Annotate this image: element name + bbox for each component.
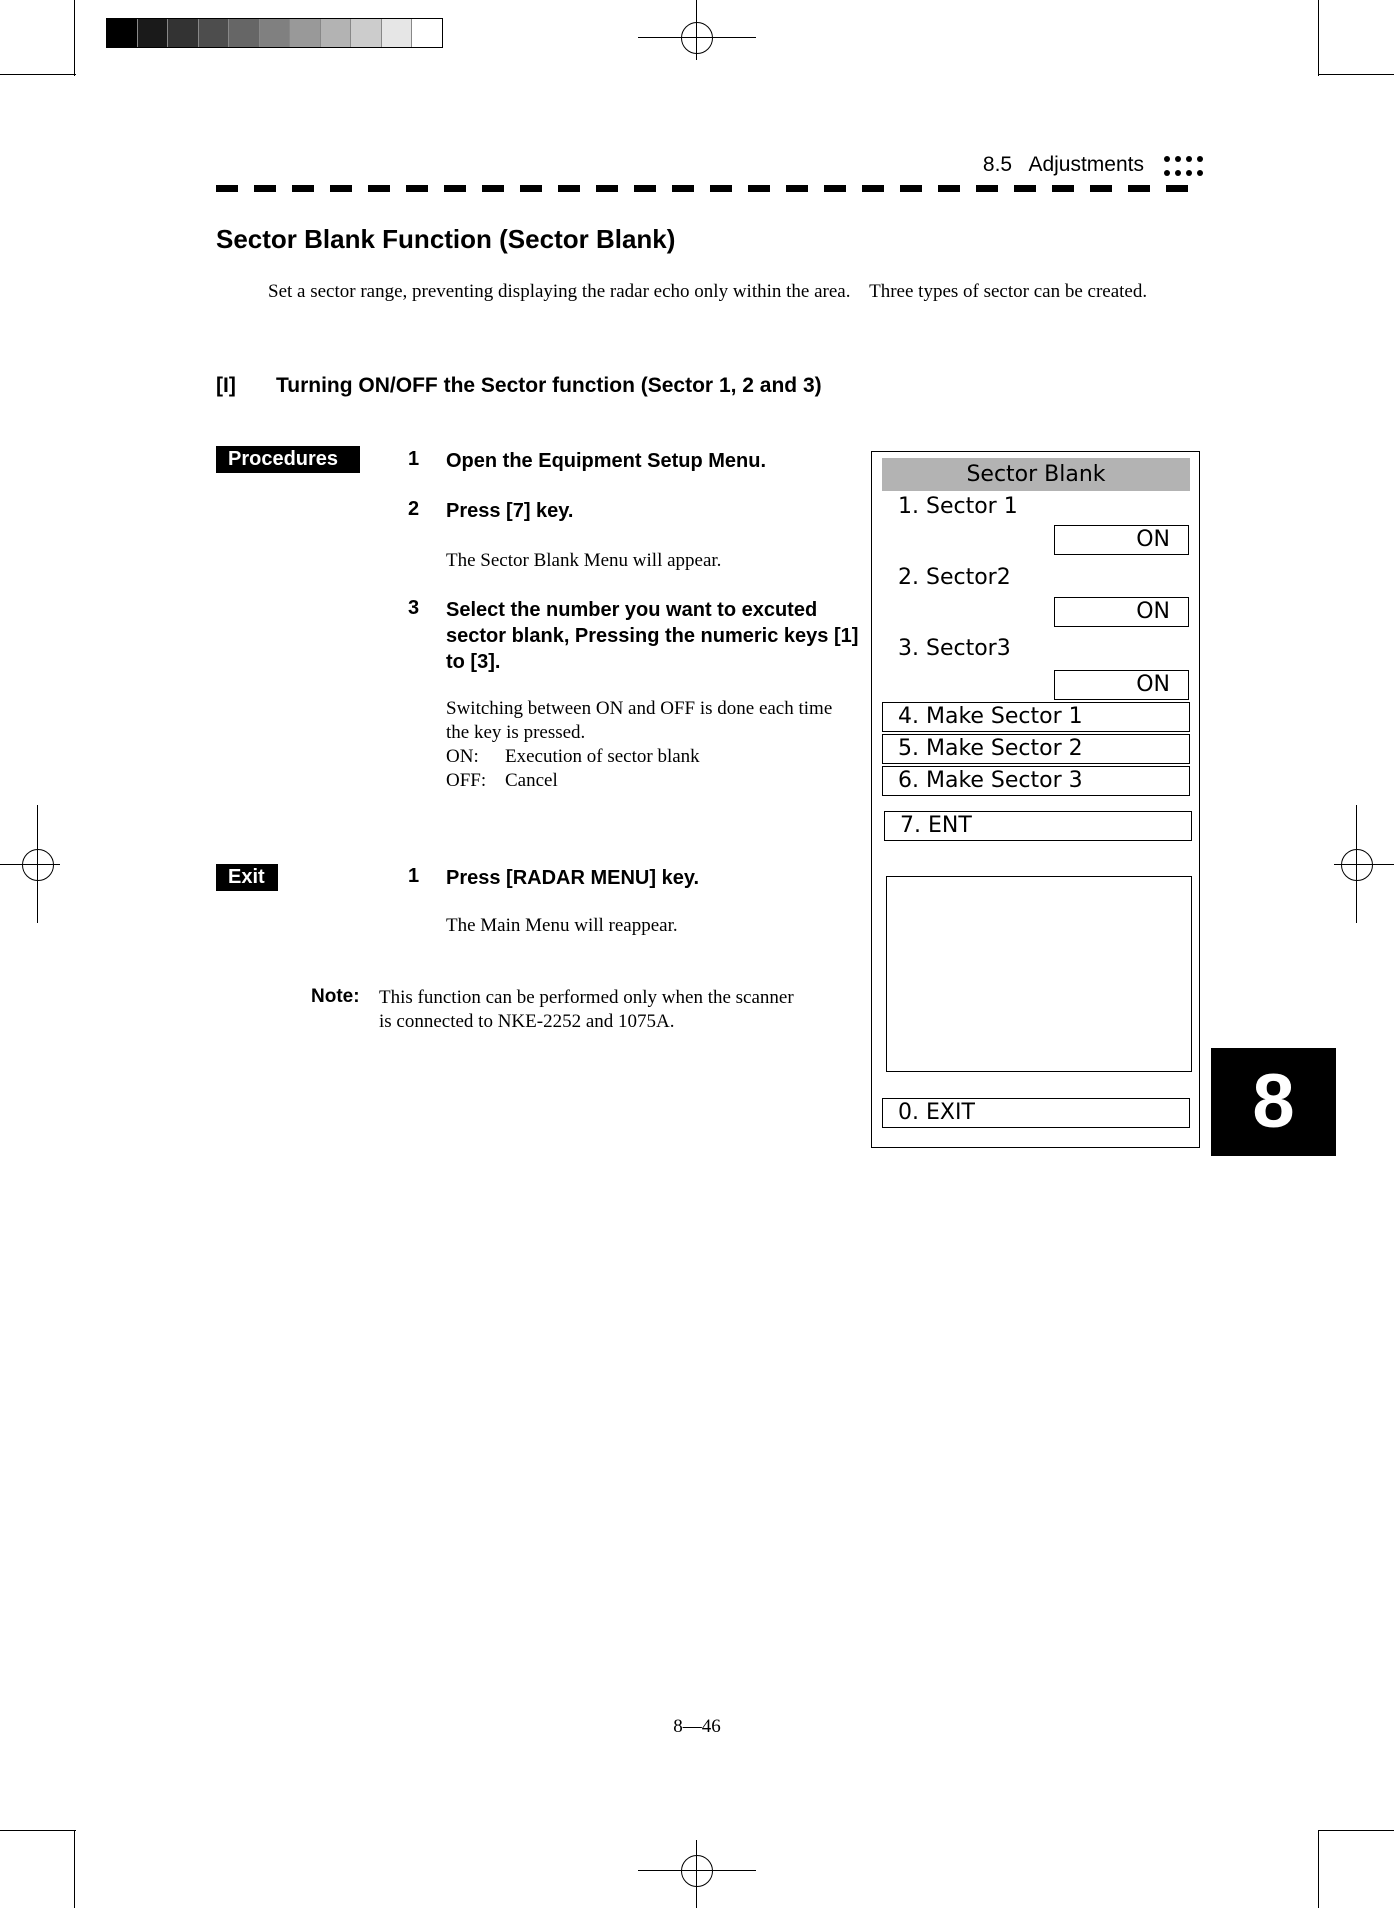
subheading-text: Turning ON/OFF the Sector function (Sector 1, 2 and 3) [276, 374, 822, 397]
section-header: 8.5 Adjustments [982, 153, 1144, 176]
make-sector-1-button[interactable]: 4. Make Sector 1 [882, 702, 1190, 732]
color-swatch [107, 19, 137, 47]
dots-ornament-icon [1162, 154, 1204, 180]
make-sector-3-button[interactable]: 6. Make Sector 3 [882, 766, 1190, 796]
intro-paragraph: Set a sector range, preventing displaying the radar echo only within the area. Three types of sector can be created. [268, 281, 1148, 302]
color-swatch [137, 19, 168, 47]
menu-item-sector-3[interactable]: 3. Sector3 [898, 636, 1011, 661]
color-swatch [411, 19, 442, 47]
off-label: OFF: [446, 770, 487, 791]
chapter-tab: 8 [1211, 1048, 1336, 1156]
make-sector-2-button[interactable]: 5. Make Sector 2 [882, 734, 1190, 764]
menu-item-sector-2[interactable]: 2. Sector2 [898, 565, 1011, 590]
step-number: 2 [408, 498, 420, 520]
grayscale-color-bar [106, 18, 443, 48]
dashed-rule [216, 185, 1202, 192]
subheading-number: [I] [216, 374, 236, 397]
sector-3-status[interactable]: ON [1054, 670, 1189, 700]
step-title: Select the number you want to excuted sector blank, Pressing the numeric keys [1] to [3]. [446, 599, 859, 673]
menu-title: Sector Blank [882, 458, 1190, 491]
sector-blank-menu [871, 451, 1200, 1148]
step-title: Press [RADAR MENU] key. [446, 867, 700, 889]
color-swatch [320, 19, 351, 47]
step-number: 3 [408, 597, 420, 619]
step-number: 1 [408, 865, 420, 887]
page-number: 8—46 [673, 1716, 721, 1737]
page-title: Sector Blank Function (Sector Blank) [216, 224, 676, 254]
note-line: This function can be performed only when the scanner [379, 987, 794, 1008]
on-label: ON: [446, 746, 479, 767]
note-line: is connected to NKE-2252 and 1075A. [379, 1011, 675, 1032]
on-description: Execution of sector blank [505, 746, 700, 767]
off-description: Cancel [505, 770, 558, 791]
color-swatch [289, 19, 320, 47]
color-swatch [228, 19, 259, 47]
sector-1-status[interactable]: ON [1054, 525, 1189, 555]
step-description: The Main Menu will reappear. [446, 915, 678, 936]
ent-button[interactable]: 7. ENT [884, 811, 1192, 841]
color-swatch [381, 19, 412, 47]
sector-preview-area [886, 876, 1192, 1072]
step-number: 1 [408, 448, 420, 470]
procedures-label: Procedures [216, 446, 360, 473]
color-swatch [167, 19, 198, 47]
color-swatch [198, 19, 229, 47]
subheading [216, 374, 822, 398]
step-title: Press [7] key. [446, 500, 574, 522]
color-swatch [259, 19, 290, 47]
color-swatch [350, 19, 381, 47]
exit-label: Exit [216, 864, 278, 891]
exit-button[interactable]: 0. EXIT [882, 1098, 1190, 1128]
menu-item-sector-1[interactable]: 1. Sector 1 [898, 494, 1018, 519]
note-label: Note: [311, 986, 360, 1007]
sector-2-status[interactable]: ON [1054, 597, 1189, 627]
step-description: The Sector Blank Menu will appear. [446, 550, 722, 571]
step-description: Switching between ON and OFF is done each time the key is pressed. [446, 698, 833, 743]
step-title: Open the Equipment Setup Menu. [446, 450, 766, 472]
